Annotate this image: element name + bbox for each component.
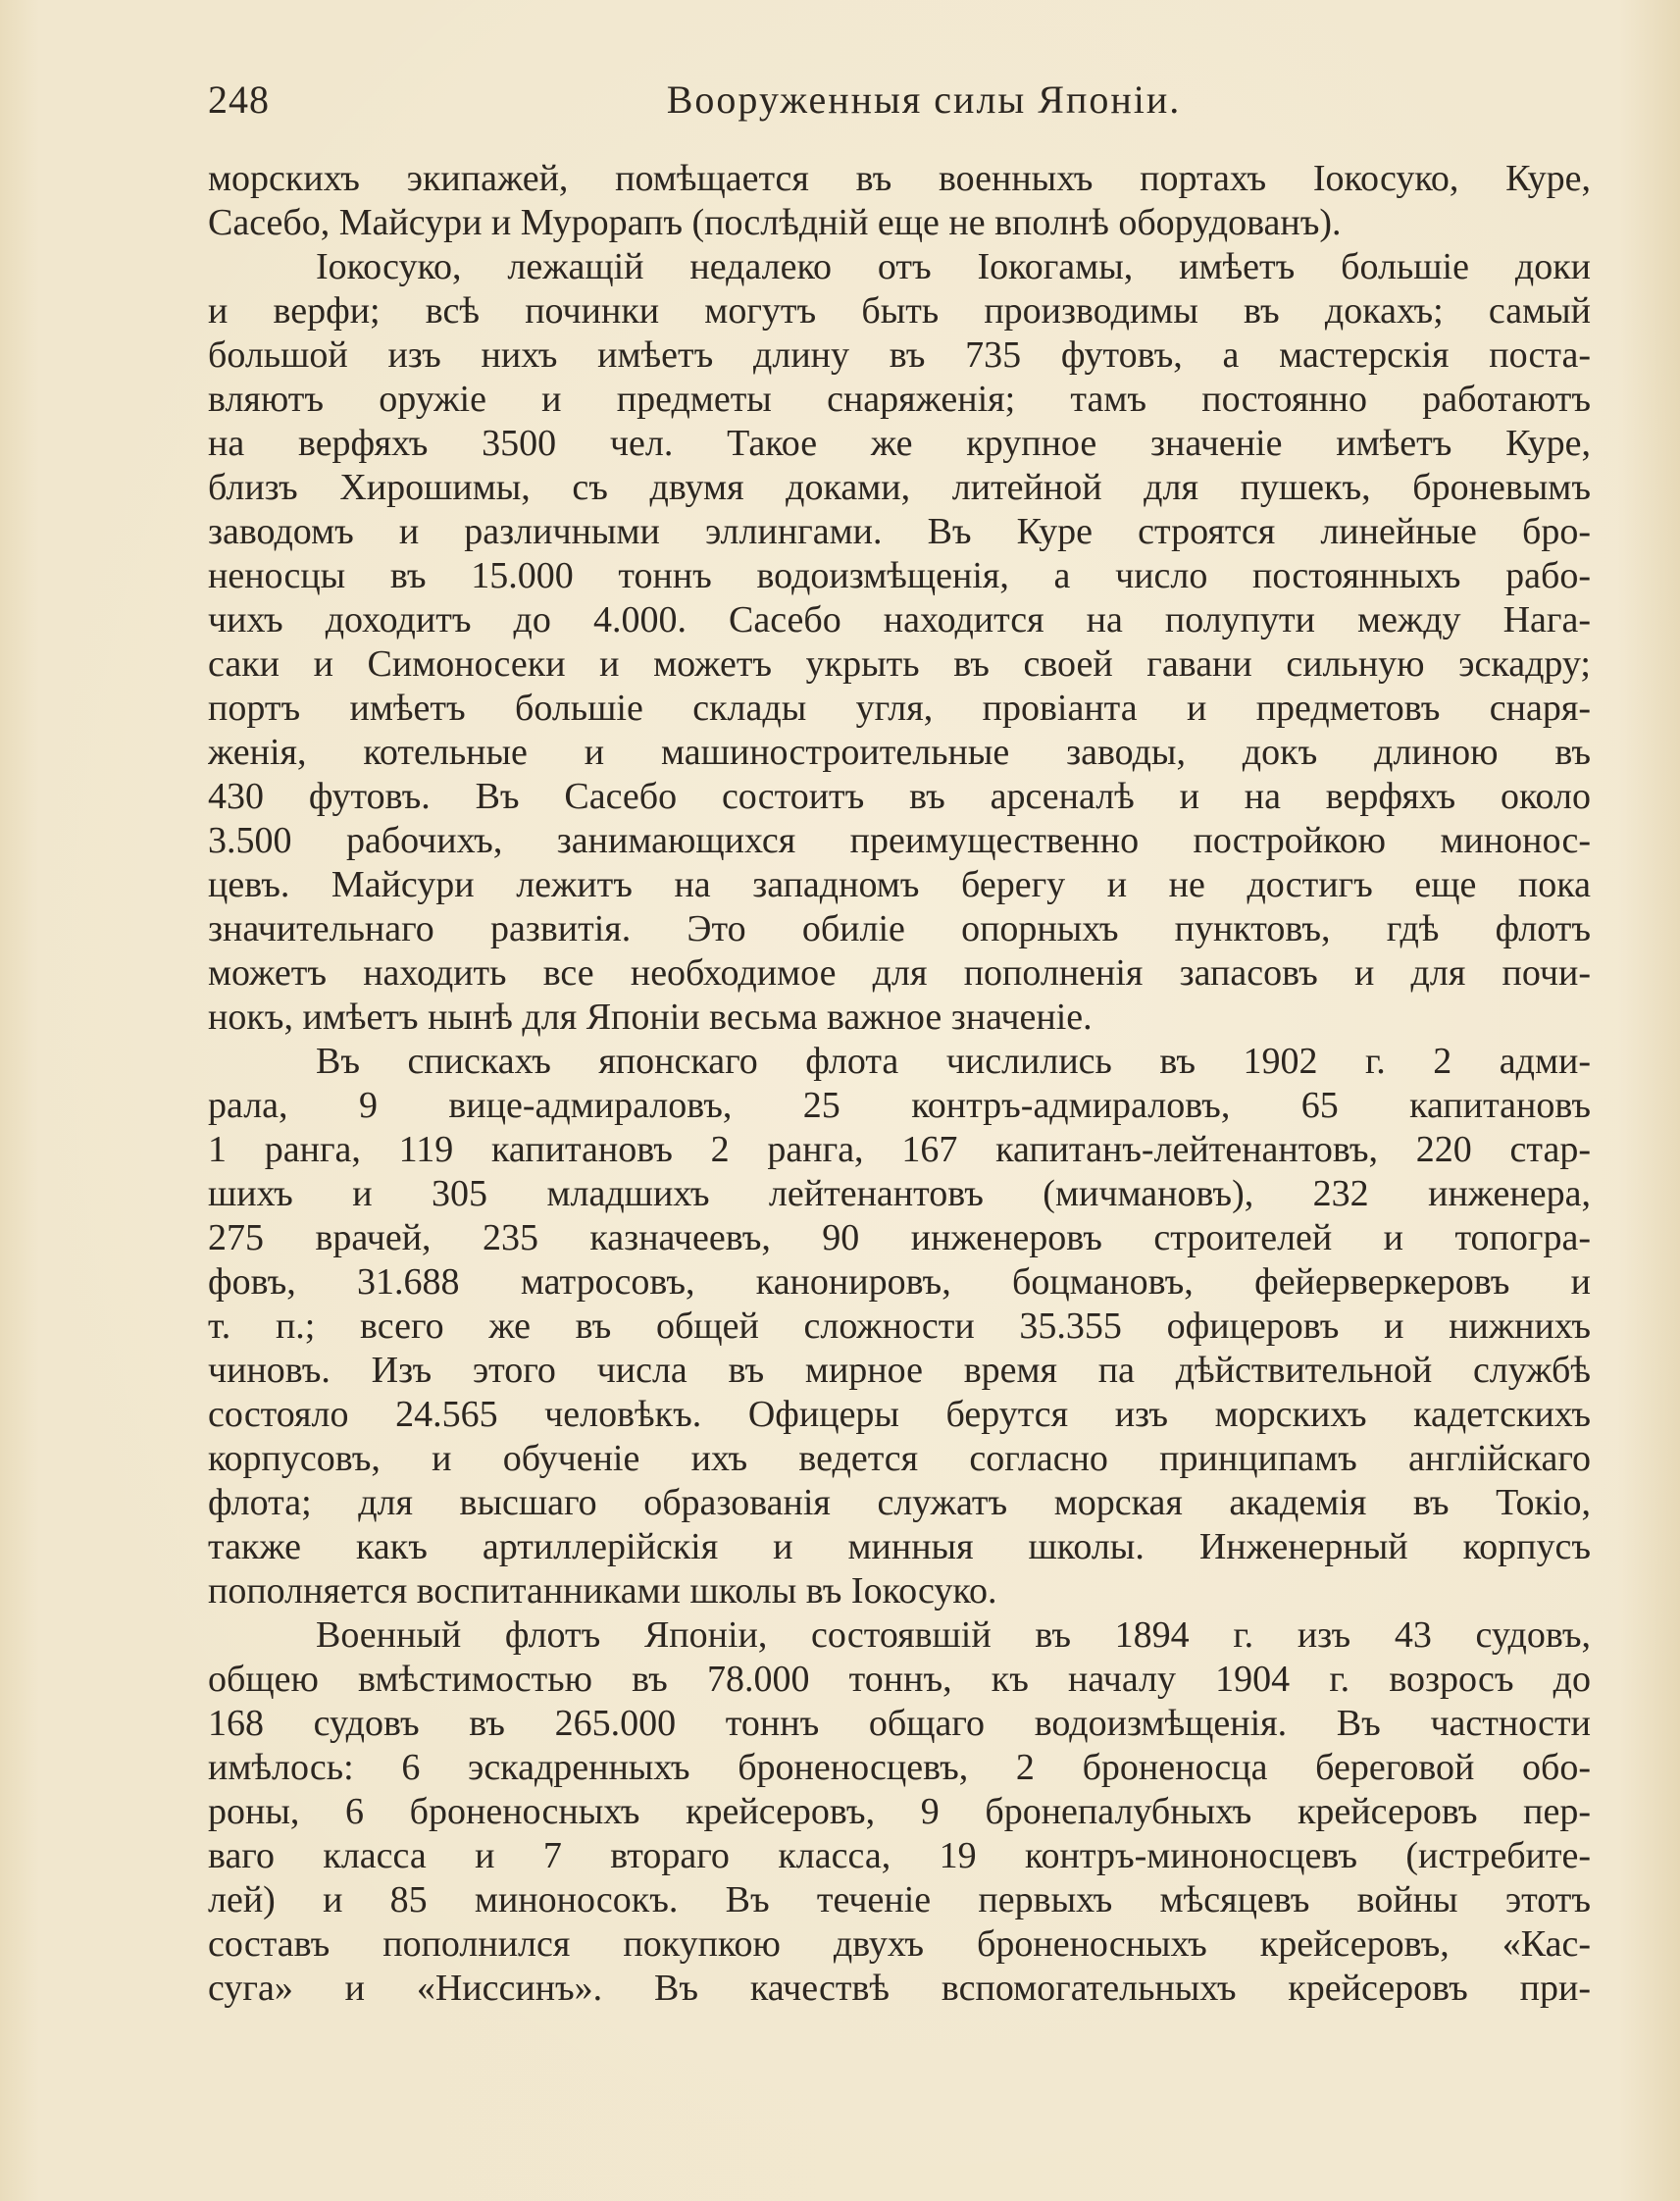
text-line: общею вмѣстимостью въ 78.000 тоннъ, къ началу 1904 г. возросъ до bbox=[208, 1659, 1591, 1700]
text-line: Сасебо, Майсури и Мурорапъ (послѣдній еще не вполнѣ оборудованъ). bbox=[208, 202, 1342, 243]
text-line: корпусовъ, и обученіе ихъ ведется согласно принципамъ англійскаго bbox=[208, 1438, 1591, 1479]
text-line: пополняется воспитанниками школы въ Іокосуко. bbox=[208, 1570, 997, 1612]
text-line: рала, 9 вице-адмираловъ, 25 контръ-адмираловъ, 65 капитановъ bbox=[208, 1085, 1591, 1126]
text-line: 1 ранга, 119 капитановъ 2 ранга, 167 капитанъ-лейтенантовъ, 220 стар- bbox=[208, 1129, 1591, 1170]
text-line: нокъ, имѣетъ нынѣ для Японіи весьма важное значеніе. bbox=[208, 997, 1093, 1038]
text-line: близъ Хирошимы, съ двумя доками, литейной для пушекъ, броневымъ bbox=[208, 467, 1591, 508]
text-line: чихъ доходитъ до 4.000. Сасебо находится на полупути между Нагa- bbox=[208, 599, 1591, 640]
text-line: неносцы въ 15.000 тоннъ водоизмѣщенія, а число постоянныхъ рабо- bbox=[208, 555, 1591, 596]
text-line: 3.500 рабочихъ, занимающихся преимущественно постройкою минонос- bbox=[208, 820, 1591, 861]
text-line: имѣлось: 6 эскадренныхъ броненосцевъ, 2 броненосца береговой обо- bbox=[208, 1747, 1591, 1788]
text-line: морскихъ экипажей, помѣщается въ военныхъ портахъ Іокосуко, Куре, bbox=[208, 158, 1591, 199]
text-line: шихъ и 305 младшихъ лейтенантовъ (мичмановъ), 232 инженера, bbox=[208, 1173, 1591, 1214]
page-header bbox=[208, 77, 1591, 135]
text-line: цевъ. Майсури лежитъ на западномъ берегу и не достигъ еще пока bbox=[208, 864, 1591, 905]
text-line: Іокосуко, лежащій недалеко отъ Іокогамы, имѣетъ большіе доки bbox=[316, 246, 1591, 287]
text-line: портъ имѣетъ большіе склады угля, провіанта и предметовъ снаря- bbox=[208, 688, 1591, 729]
text-line: флота; для высшаго образованія служатъ морская академія въ Токіо, bbox=[208, 1482, 1591, 1523]
text-line: и верфи; всѣ починки могутъ быть производимы въ докахъ; самый bbox=[208, 290, 1591, 332]
text-line: состояло 24.565 человѣкъ. Офицеры берутся изъ морскихъ кадетскихъ bbox=[208, 1394, 1591, 1435]
text-line: заводомъ и различными эллингами. Въ Куре строятся линейные бро- bbox=[208, 511, 1591, 552]
text-line: ваго класса и 7 втораго класса, 19 контръ-миноносцевъ (истребите- bbox=[208, 1835, 1591, 1876]
text-line: значительнаго развитія. Это обиліе опорныхъ пунктовъ, гдѣ флотъ bbox=[208, 908, 1591, 949]
text-line: роны, 6 броненосныхъ крейсеровъ, 9 бронепалубныхъ крейсеровъ пер- bbox=[208, 1791, 1591, 1832]
text-line: можетъ находить все необходимое для пополненія запасовъ и для почи- bbox=[208, 952, 1591, 994]
text-line: женія, котельные и машиностроительные заводы, докъ длиною въ bbox=[208, 732, 1591, 773]
text-line: на верфяхъ 3500 чел. Такое же крупное значеніе имѣетъ Куре, bbox=[208, 423, 1591, 464]
text-line: 168 судовъ въ 265.000 тоннъ общаго водоизмѣщенія. Въ частности bbox=[208, 1703, 1591, 1744]
text-line: лей) и 85 миноносокъ. Въ теченіе первыхъ мѣсяцевъ войны этотъ bbox=[208, 1879, 1591, 1920]
text-line: Военный флотъ Японіи, состоявшій въ 1894 г. изъ 43 судовъ, bbox=[316, 1614, 1591, 1656]
text-line: большой изъ нихъ имѣетъ длину въ 735 футовъ, а мастерскія поста- bbox=[208, 334, 1591, 376]
text-line: Въ спискахъ японскаго флота числились въ 1902 г. 2 адми- bbox=[316, 1041, 1591, 1082]
text-line: суга» и «Ниссинъ». Въ качествѣ вспомогательныхъ крейсеровъ при- bbox=[208, 1968, 1591, 2009]
text-line: 430 футовъ. Въ Сасебо состоитъ въ арсеналѣ и на верфяхъ около bbox=[208, 776, 1591, 817]
text-line: также какъ артиллерійскія и минныя школы. Инженерный корпусъ bbox=[208, 1526, 1591, 1567]
text-line: чиновъ. Изъ этого числа въ мирное время па дѣйствительной службѣ bbox=[208, 1350, 1591, 1391]
body-text bbox=[208, 157, 1591, 2011]
text-line: составъ пополнился покупкою двухъ броненосныхъ крейсеровъ, «Кас- bbox=[208, 1923, 1591, 1965]
running-title: Вооруженныя силы Японіи. bbox=[666, 77, 1182, 122]
page-number: 248 bbox=[208, 77, 270, 122]
text-line: т. п.; всего же въ общей сложности 35.355 офицеровъ и нижнихъ bbox=[208, 1305, 1591, 1347]
text-line: 275 врачей, 235 казначеевъ, 90 инженеровъ строителей и топогра- bbox=[208, 1217, 1591, 1258]
text-line: саки и Симоносеки и можетъ укрыть въ своей гавани сильную эскадру; bbox=[208, 643, 1591, 685]
text-line: фовъ, 31.688 матросовъ, канонировъ, боцмановъ, фейерверкеровъ и bbox=[208, 1261, 1591, 1303]
text-line: вляютъ оружіе и предметы снаряженія; тамъ постоянно работаютъ bbox=[208, 379, 1591, 420]
